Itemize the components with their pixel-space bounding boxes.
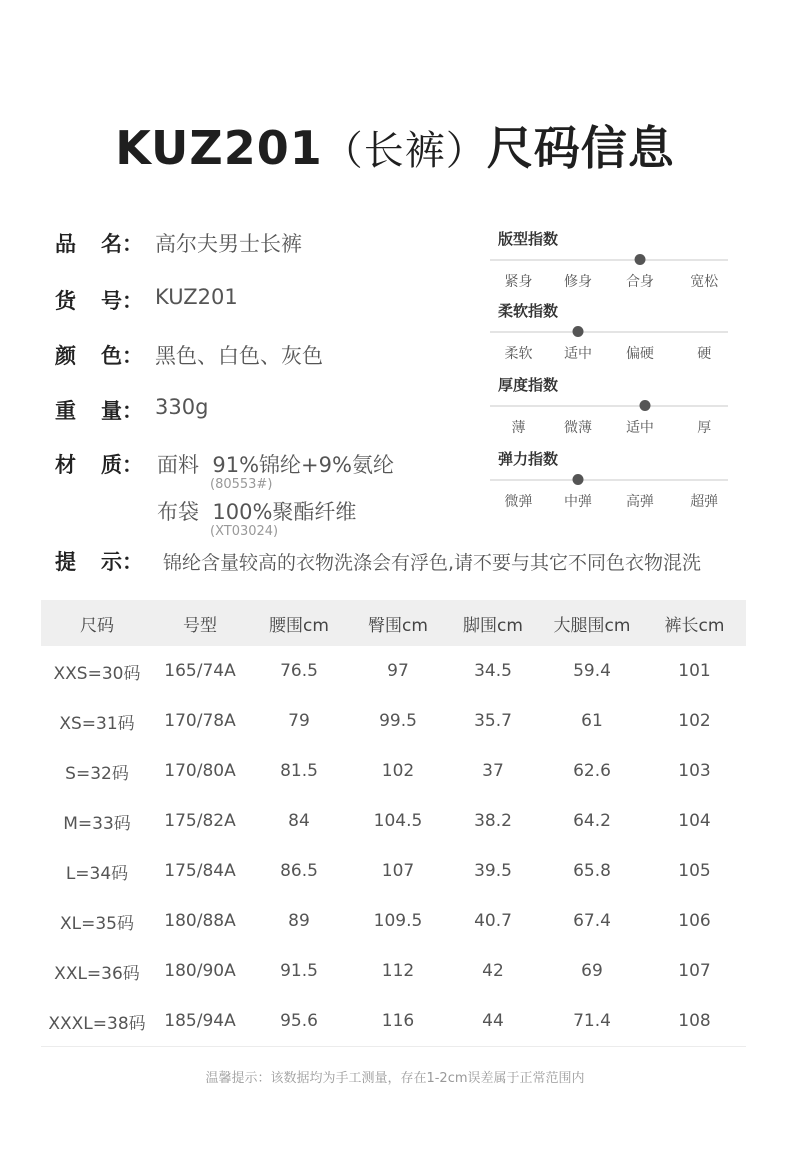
info-sku-value: KUZ201 — [155, 285, 238, 309]
table-cell: 104 — [678, 811, 711, 831]
index-track — [490, 399, 728, 413]
info-material-label: 材 质： — [55, 453, 143, 477]
table-cell: 102 — [381, 761, 415, 781]
index-dot — [573, 326, 584, 337]
material-fabric — [157, 449, 394, 492]
table-cell: 35.7 — [474, 711, 512, 731]
table-cell: 108 — [678, 1011, 711, 1031]
index-title: 弹力指数 — [498, 450, 559, 468]
page-title — [0, 112, 790, 178]
table-cell: XXS=30码 — [53, 663, 141, 684]
index-labels — [490, 343, 728, 363]
header-cell: 裤长cm — [664, 615, 725, 636]
table-row — [41, 996, 746, 1046]
table-cell: 107 — [381, 861, 415, 881]
info-material-row — [55, 449, 155, 479]
table-cell: 105 — [678, 861, 711, 881]
table-cell: 106 — [678, 911, 711, 931]
index-title: 厚度指数 — [498, 376, 559, 394]
index-label: 适中 — [564, 346, 593, 362]
table-cell: 101 — [678, 661, 711, 681]
table-cell: 109.5 — [373, 911, 423, 931]
header-cell: 腰围cm — [269, 615, 329, 636]
elasticity-index — [490, 448, 728, 511]
note-label: 提 示： — [55, 550, 143, 574]
table-cell: 62.6 — [573, 761, 611, 781]
size-table — [41, 600, 746, 1047]
info-sku-row — [55, 285, 238, 315]
index-label: 高弹 — [625, 494, 654, 510]
table-row — [41, 646, 746, 696]
table-cell: 89 — [288, 911, 310, 931]
table-cell: 69 — [581, 961, 603, 981]
info-weight-label: 重 量： — [55, 399, 143, 423]
table-cell: 84 — [288, 811, 310, 831]
info-name-label: 品 名： — [55, 232, 143, 256]
table-cell: 165/74A — [164, 661, 236, 681]
table-cell: XL=35码 — [60, 913, 134, 934]
table-row — [41, 896, 746, 946]
info-sku-label: 货 号： — [55, 289, 143, 313]
table-cell: 76.5 — [280, 661, 318, 681]
thickness-index — [490, 374, 728, 437]
table-cell: S=32码 — [65, 763, 129, 784]
table-cell: L=34码 — [65, 863, 129, 884]
table-cell: 40.7 — [474, 911, 512, 931]
table-cell: 34.5 — [474, 661, 512, 681]
table-cell: 65.8 — [573, 861, 611, 881]
note-text: 锦纶含量较高的衣物洗涤会有浮色,请不要与其它不同色衣物混洗 — [163, 551, 702, 574]
info-name-value: 高尔夫男士长裤 — [155, 232, 302, 256]
table-row — [41, 796, 746, 846]
table-cell: 91.5 — [280, 961, 318, 981]
fabric-value: 91%锦纶+9%氨纶 — [212, 453, 394, 477]
index-track — [490, 325, 728, 339]
info-name-row — [55, 228, 302, 258]
table-body — [41, 646, 746, 1046]
index-labels — [490, 271, 728, 291]
fabric-code: (80553#) — [210, 477, 273, 492]
table-cell: 97 — [387, 661, 409, 681]
table-header — [41, 600, 746, 646]
index-label: 偏硬 — [625, 346, 654, 362]
index-label: 柔软 — [504, 346, 533, 362]
title-code: KUZ201 — [115, 121, 323, 175]
index-labels — [490, 491, 728, 511]
info-color-value: 黑色、白色、灰色 — [155, 344, 323, 368]
fabric-label: 面料 — [157, 453, 199, 477]
title-paren: （长裤） — [322, 128, 487, 174]
pocket-code: (XT03024) — [210, 524, 279, 539]
table-cell: 71.4 — [573, 1011, 611, 1031]
table-row — [41, 946, 746, 996]
index-labels — [490, 417, 728, 437]
index-label: 超弹 — [690, 494, 719, 510]
table-cell: 112 — [381, 961, 415, 981]
table-row — [41, 846, 746, 896]
index-track — [490, 473, 728, 487]
fit-index — [490, 228, 728, 291]
index-label: 合身 — [625, 274, 654, 290]
index-title: 版型指数 — [498, 230, 559, 248]
table-cell: 95.6 — [280, 1011, 318, 1031]
index-track — [490, 253, 728, 267]
note-row — [55, 546, 701, 576]
table-cell: 170/78A — [164, 711, 236, 731]
index-label: 紧身 — [504, 274, 533, 290]
table-cell: 39.5 — [474, 861, 512, 881]
info-weight-row — [55, 395, 208, 425]
table-cell: 59.4 — [573, 661, 611, 681]
table-cell: 116 — [381, 1011, 415, 1031]
table-cell: 79 — [288, 711, 310, 731]
index-label: 微弹 — [504, 494, 533, 510]
info-color-row — [55, 340, 323, 370]
table-cell: 42 — [482, 961, 504, 981]
header-cell: 臀围cm — [368, 615, 428, 636]
index-label: 中弹 — [564, 494, 593, 510]
index-label: 微薄 — [564, 420, 593, 436]
index-label: 修身 — [564, 274, 593, 290]
table-row — [41, 746, 746, 796]
index-title: 柔软指数 — [498, 302, 559, 320]
index-dot — [573, 474, 584, 485]
info-color-label: 颜 色： — [55, 344, 143, 368]
table-cell: 170/80A — [164, 761, 236, 781]
table-cell: XS=31码 — [59, 713, 135, 734]
table-cell: 86.5 — [280, 861, 318, 881]
table-cell: 81.5 — [280, 761, 318, 781]
header-cell: 号型 — [183, 615, 217, 636]
table-cell: 37 — [482, 761, 504, 781]
table-row — [41, 696, 746, 746]
table-cell: XXL=36码 — [54, 963, 140, 984]
header-cell: 大腿围cm — [553, 615, 631, 636]
material-pocket — [157, 496, 356, 539]
footer-note: 温馨提示：该数据均为手工测量，存在1-2cm误差属于正常范围内 — [205, 1071, 585, 1086]
index-label: 硬 — [697, 346, 712, 362]
table-cell: 102 — [678, 711, 711, 731]
index-label: 适中 — [625, 420, 654, 436]
table-cell: 175/82A — [164, 811, 236, 831]
index-label: 厚 — [697, 420, 712, 436]
table-cell: 107 — [678, 961, 711, 981]
table-cell: 180/88A — [164, 911, 236, 931]
header-cell: 尺码 — [80, 615, 114, 636]
pocket-value: 100%聚酯纤维 — [212, 500, 357, 524]
softness-index — [490, 300, 728, 363]
index-label: 薄 — [511, 420, 526, 436]
info-weight-value: 330g — [155, 395, 209, 419]
index-label: 宽松 — [690, 274, 719, 290]
pocket-label: 布袋 — [157, 500, 199, 524]
table-cell: 175/84A — [164, 861, 236, 881]
table-cell: 103 — [678, 761, 711, 781]
table-cell: XXXL=38码 — [48, 1013, 146, 1034]
table-bottom-divider — [41, 1046, 746, 1047]
table-cell: 61 — [581, 711, 603, 731]
table-cell: 38.2 — [474, 811, 512, 831]
table-cell: 99.5 — [379, 711, 417, 731]
table-cell: 64.2 — [573, 811, 611, 831]
table-cell: 185/94A — [164, 1011, 236, 1031]
title-suffix: 尺码信息 — [486, 121, 675, 175]
table-cell: M=33码 — [63, 813, 131, 834]
index-dot — [639, 400, 650, 411]
table-cell: 44 — [482, 1011, 504, 1031]
header-cell: 脚围cm — [463, 615, 523, 636]
table-cell: 104.5 — [373, 811, 423, 831]
table-cell: 67.4 — [573, 911, 611, 931]
table-cell: 180/90A — [164, 961, 236, 981]
index-dot — [634, 254, 645, 265]
